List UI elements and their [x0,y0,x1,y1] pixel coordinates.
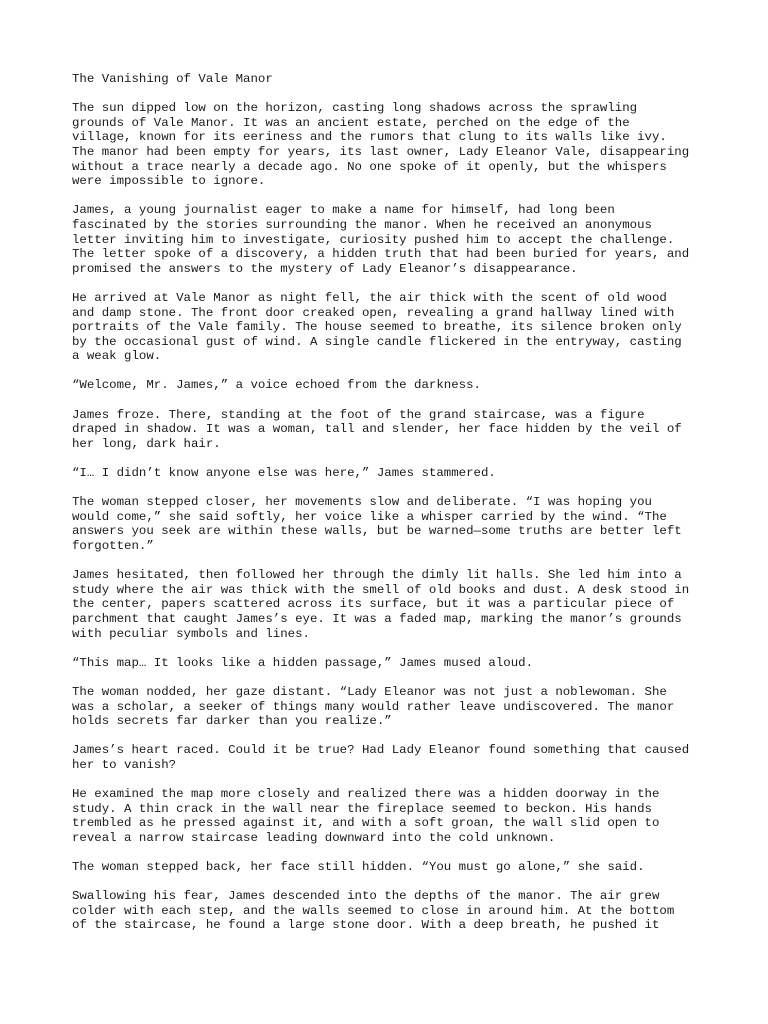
text-line: and damp stone. The front door creaked open, revealing a grand hallway lined with [72,305,675,320]
paragraph [72,743,712,772]
text-line: James, a young journalist eager to make a name for himself, had long been [72,203,615,218]
text-line: were impossible to ignore. [72,174,266,189]
text-line: portraits of the Vale family. The house seemed to breathe, its silence broken only [72,320,682,335]
document-title: The Vanishing of Vale Manor [72,72,273,86]
text-line: the center, papers scattered across its surface, but it was a particular piece of [72,597,675,612]
text-line: James froze. There, standing at the foot of the grand staircase, was a figure [72,407,645,422]
paragraph [72,466,712,481]
text-line: James hesitated, then followed her through the dimly lit halls. She led him into a [72,568,682,583]
text-line: promised the answers to the mystery of Lady Eleanor’s disappearance. [72,261,578,276]
paragraph [72,889,712,933]
text-line: He arrived at Vale Manor as night fell, the air thick with the scent of old wood [72,290,667,305]
paragraph [72,568,712,641]
text-line: The woman nodded, her gaze distant. “Lady Eleanor was not just a noblewoman. She [72,684,667,699]
text-line: The woman stepped closer, her movements slow and deliberate. “I was hoping you [72,495,652,510]
text-line: by the occasional gust of wind. A single candle flickered in the entryway, casting [72,334,682,349]
text-line: her long, dark hair. [72,436,221,451]
text-line: “I… I didn’t know anyone else was here,” James stammered. [72,466,496,481]
paragraph [72,101,712,189]
text-line: “This map… It looks like a hidden passage,” James mused aloud. [72,655,534,670]
paragraph [72,860,712,875]
text-line: The manor had been empty for years, its last owner, Lady Eleanor Vale, disappearing [72,144,690,159]
text-line: colder with each step, and the walls seemed to close in around him. At the bottom [72,903,675,918]
text-line: James’s heart raced. Could it be true? Had Lady Eleanor found something that caused [72,743,690,758]
text-line: The woman stepped back, her face still hidden. “You must go alone,” she said. [72,860,645,875]
text-line: letter inviting him to investigate, curiosity pushed him to accept the challenge. [72,232,675,247]
text-line: forgotten.” [72,539,154,553]
text-line: grounds of Vale Manor. It was an ancient estate, perched on the edge of the [72,115,630,130]
text-line: her to vanish? [72,757,177,772]
text-line: was a scholar, a seeker of things many would rather leave undiscovered. The manor [72,699,675,714]
paragraph [72,685,712,729]
text-line: parchment that caught James’s eye. It was a faded map, marking the manor’s grounds [72,611,682,626]
paragraph [72,203,712,276]
paragraph [72,408,712,452]
text-line: would come,” she said softly, her voice like a whisper carried by the wind. “The [72,509,667,524]
text-line: without a trace nearly a decade ago. No one spoke of it openly, but the whispers [72,159,667,174]
text-line: holds secrets far darker than you realize.” [72,714,392,729]
text-line: draped in shadow. It was a woman, tall and slender, her face hidden by the veil of [72,422,682,437]
paragraph [72,787,712,845]
text-line: of the staircase, he found a large stone door. With a deep breath, he pushed it [72,918,660,933]
text-line: Swallowing his fear, James descended into the depths of the manor. The air grew [72,889,660,904]
text-line: a weak glow. [72,349,162,364]
text-line: He examined the map more closely and realized there was a hidden doorway in the [72,787,660,802]
document-page [72,72,712,948]
text-line: The letter spoke of a discovery, a hidden truth that had been buried for years, and [72,247,690,262]
paragraph [72,291,712,364]
paragraph [72,656,712,671]
text-line: reveal a narrow staircase leading downward into the cold unknown. [72,830,556,845]
text-line: The sun dipped low on the horizon, casting long shadows across the sprawling [72,101,638,116]
text-line: answers you seek are within these walls, but be warned—some truths are better left [72,524,682,539]
paragraph [72,378,712,393]
text-line: trembled as he pressed against it, and with a soft groan, the wall slid open to [72,816,660,831]
text-line: village, known for its eeriness and the rumors that clung to its walls like ivy. [72,130,667,145]
text-line: with peculiar symbols and lines. [72,626,310,641]
text-line: fascinated by the stories surrounding the manor. When he received an anonymous [72,217,652,232]
paragraph [72,495,712,553]
text-line: study where the air was thick with the smell of old books and dust. A desk stood in [72,582,690,597]
text-line: study. A thin crack in the wall near the fireplace seemed to beckon. His hands [72,801,652,816]
text-line: “Welcome, Mr. James,” a voice echoed from the darkness. [72,378,481,393]
document-body [72,101,712,933]
